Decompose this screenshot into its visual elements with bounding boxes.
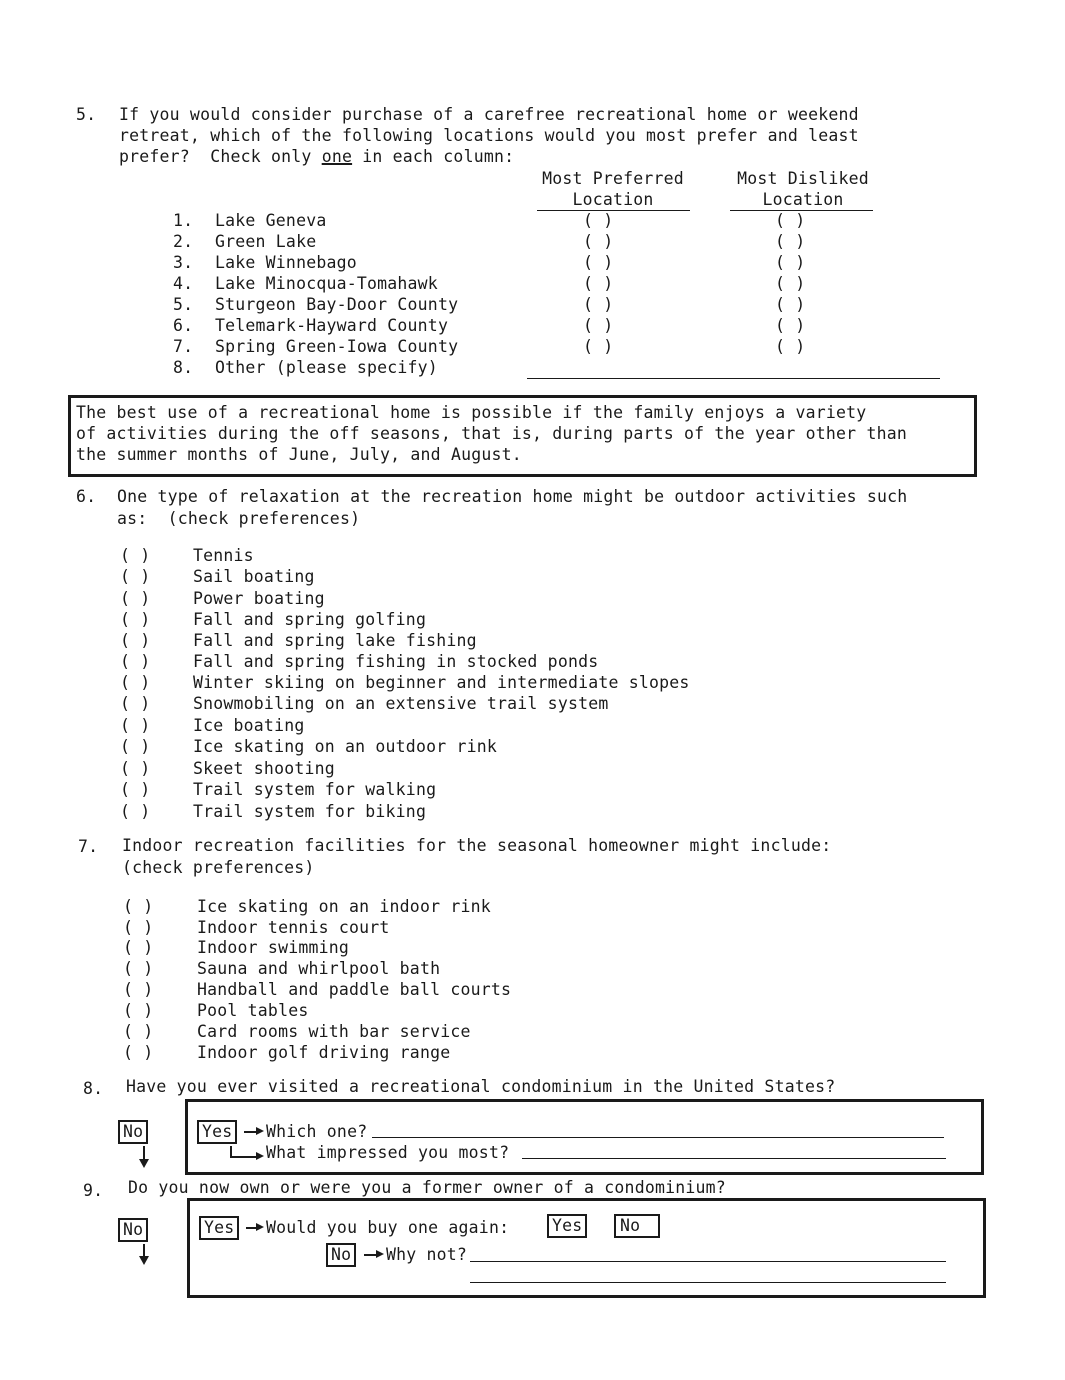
buy-again-label: Would you buy one again: [266, 1218, 510, 1237]
info-box [68, 395, 977, 477]
other-specify-line[interactable] [527, 378, 940, 379]
facility-checkbox[interactable]: ( ) [123, 1001, 154, 1020]
preferred-checkbox[interactable]: ( ) [583, 337, 614, 356]
column-1-header-rule [537, 210, 690, 211]
column-header-most-preferred: Most Preferred [542, 169, 684, 188]
activity-checkbox[interactable]: ( ) [120, 802, 151, 821]
question-6-number: 6. [76, 487, 97, 506]
buy-again-yes-option[interactable]: Yes [547, 1214, 587, 1238]
facility-checkbox[interactable]: ( ) [123, 938, 154, 957]
arrow-right-icon [256, 1127, 264, 1135]
question-8-number: 8. [83, 1079, 104, 1098]
activity-checkbox[interactable]: ( ) [120, 694, 151, 713]
info-box-line-3: the summer months of June, July, and August. [76, 445, 522, 464]
activity-label: Sail boating [193, 567, 315, 586]
question-6-text-line-1: One type of relaxation at the recreation home might be outdoor activities such [117, 487, 908, 506]
activity-checkbox[interactable]: ( ) [120, 631, 151, 650]
arrow-right-icon [256, 1223, 264, 1231]
option-label: Sturgeon Bay-Door County [215, 295, 459, 314]
activity-checkbox[interactable]: ( ) [120, 716, 151, 735]
activity-label: Power boating [193, 589, 325, 608]
which-one-label: Which one? [266, 1122, 368, 1141]
option-number: 2. [173, 232, 194, 251]
disliked-checkbox[interactable]: ( ) [775, 253, 806, 272]
yes-branch-shaft [230, 1156, 256, 1158]
impressed-label: What impressed you most? [266, 1143, 510, 1162]
question-9-number: 9. [83, 1181, 104, 1200]
option-label: Green Lake [215, 232, 317, 251]
facility-checkbox[interactable]: ( ) [123, 980, 154, 999]
option-number: 7. [173, 337, 194, 356]
activity-label: Trail system for biking [193, 802, 427, 821]
no-sub-arrow-shaft [364, 1254, 376, 1256]
arrow-down-icon [139, 1159, 149, 1168]
arrow-right-icon [256, 1152, 264, 1160]
option-number: 6. [173, 316, 194, 335]
info-box-line-2: of activities during the off seasons, that is, during parts of the year other than [76, 424, 907, 443]
no-arrow-shaft [143, 1146, 145, 1159]
facility-label: Indoor golf driving range [197, 1043, 451, 1062]
column-header-most-disliked: Most Disliked [737, 169, 869, 188]
why-not-answer-line-2[interactable] [470, 1282, 946, 1283]
no-option[interactable]: No [118, 1120, 148, 1144]
option-number: 4. [173, 274, 194, 293]
preferred-checkbox[interactable]: ( ) [583, 253, 614, 272]
activity-checkbox[interactable]: ( ) [120, 780, 151, 799]
disliked-checkbox[interactable]: ( ) [775, 274, 806, 293]
question-8-text: Have you ever visited a recreational condominium in the United States? [126, 1077, 836, 1096]
activity-label: Tennis [193, 546, 254, 565]
facility-checkbox[interactable]: ( ) [123, 897, 154, 916]
option-label: Lake Geneva [215, 211, 327, 230]
facility-label: Indoor swimming [197, 938, 350, 957]
facility-label: Card rooms with bar service [197, 1022, 471, 1041]
activity-label: Fall and spring golfing [193, 610, 427, 629]
facility-label: Pool tables [197, 1001, 309, 1020]
facility-label: Handball and paddle ball courts [197, 980, 512, 999]
yes-option[interactable]: Yes [197, 1120, 237, 1144]
question-5-number: 5. [76, 105, 97, 124]
question-7-text-line-2: (check preferences) [122, 858, 315, 877]
question-5-text-line-3-end: in each column: [352, 147, 515, 166]
facility-checkbox[interactable]: ( ) [123, 1043, 154, 1062]
activity-label: Skeet shooting [193, 759, 335, 778]
facility-label: Sauna and whirlpool bath [197, 959, 441, 978]
why-not-label: Why not? [386, 1245, 468, 1264]
why-not-answer-line-1[interactable] [470, 1261, 946, 1262]
yes-arrow-shaft [244, 1131, 256, 1133]
info-box-line-1: The best use of a recreational home is possible if the family enjoys a variety [76, 403, 867, 422]
activity-checkbox[interactable]: ( ) [120, 673, 151, 692]
no-option[interactable]: No [118, 1218, 148, 1242]
option-label: Lake Winnebago [215, 253, 357, 272]
facility-checkbox[interactable]: ( ) [123, 1022, 154, 1041]
option-label: Telemark-Hayward County [215, 316, 449, 335]
disliked-checkbox[interactable]: ( ) [775, 295, 806, 314]
activity-label: Snowmobiling on an extensive trail system [193, 694, 609, 713]
facility-label: Indoor tennis court [197, 918, 390, 937]
activity-checkbox[interactable]: ( ) [120, 737, 151, 756]
activity-checkbox[interactable]: ( ) [120, 589, 151, 608]
no-arrow-shaft [143, 1244, 145, 1256]
facility-checkbox[interactable]: ( ) [123, 959, 154, 978]
preferred-checkbox[interactable]: ( ) [583, 316, 614, 335]
no-sub-option[interactable]: No [326, 1243, 356, 1267]
preferred-checkbox[interactable]: ( ) [583, 211, 614, 230]
emphasis-one: one [321, 147, 353, 166]
yes-option[interactable]: Yes [199, 1216, 239, 1240]
option-number: 8. [173, 358, 194, 377]
column-header-most-disliked-location: Location [762, 190, 844, 209]
option-number: 1. [173, 211, 194, 230]
question-5-text-line-3-start: prefer? Check only [119, 147, 322, 166]
option-label: Other (please specify) [215, 358, 438, 377]
arrow-right-icon [376, 1250, 384, 1258]
arrow-down-icon [139, 1256, 149, 1265]
activity-checkbox[interactable]: ( ) [120, 546, 151, 565]
preferred-checkbox[interactable]: ( ) [583, 295, 614, 314]
activity-checkbox[interactable]: ( ) [120, 759, 151, 778]
column-header-most-preferred-location: Location [572, 190, 654, 209]
question-9-text: Do you now own or were you a former owner of a condominium? [128, 1178, 726, 1197]
question-5-text-line-2: retreat, which of the following locations would you most prefer and least [119, 126, 859, 145]
disliked-checkbox[interactable]: ( ) [775, 232, 806, 251]
disliked-checkbox[interactable]: ( ) [775, 337, 806, 356]
preferred-checkbox[interactable]: ( ) [583, 232, 614, 251]
activity-label: Trail system for walking [193, 780, 437, 799]
which-one-answer-line[interactable] [372, 1137, 944, 1138]
activity-label: Fall and spring fishing in stocked ponds [193, 652, 599, 671]
question-9-followup-box [187, 1198, 986, 1298]
activity-label: Winter skiing on beginner and intermediate slopes [193, 673, 690, 692]
preferred-checkbox[interactable]: ( ) [583, 274, 614, 293]
activity-label: Ice skating on an outdoor rink [193, 737, 498, 756]
question-6-text-line-2: as: (check preferences) [117, 509, 361, 528]
option-number: 5. [173, 295, 194, 314]
impressed-answer-line[interactable] [522, 1158, 946, 1159]
option-number: 3. [173, 253, 194, 272]
activity-label: Fall and spring lake fishing [193, 631, 477, 650]
question-5-text-line-3 [119, 146, 514, 167]
question-7-number: 7. [78, 837, 99, 856]
activity-label: Ice boating [193, 716, 305, 735]
activity-checkbox[interactable]: ( ) [120, 652, 151, 671]
yes-arrow-shaft [246, 1227, 256, 1229]
buy-again-no-option[interactable]: No [614, 1214, 660, 1238]
question-7-text-line-1: Indoor recreation facilities for the seasonal homeowner might include: [122, 836, 832, 855]
option-label: Lake Minocqua-Tomahawk [215, 274, 438, 293]
activity-checkbox[interactable]: ( ) [120, 567, 151, 586]
activity-checkbox[interactable]: ( ) [120, 610, 151, 629]
disliked-checkbox[interactable]: ( ) [775, 316, 806, 335]
facility-checkbox[interactable]: ( ) [123, 918, 154, 937]
disliked-checkbox[interactable]: ( ) [775, 211, 806, 230]
facility-label: Ice skating on an indoor rink [197, 897, 491, 916]
question-5-text-line-1: If you would consider purchase of a carefree recreational home or weekend [119, 105, 859, 124]
option-label: Spring Green-Iowa County [215, 337, 459, 356]
